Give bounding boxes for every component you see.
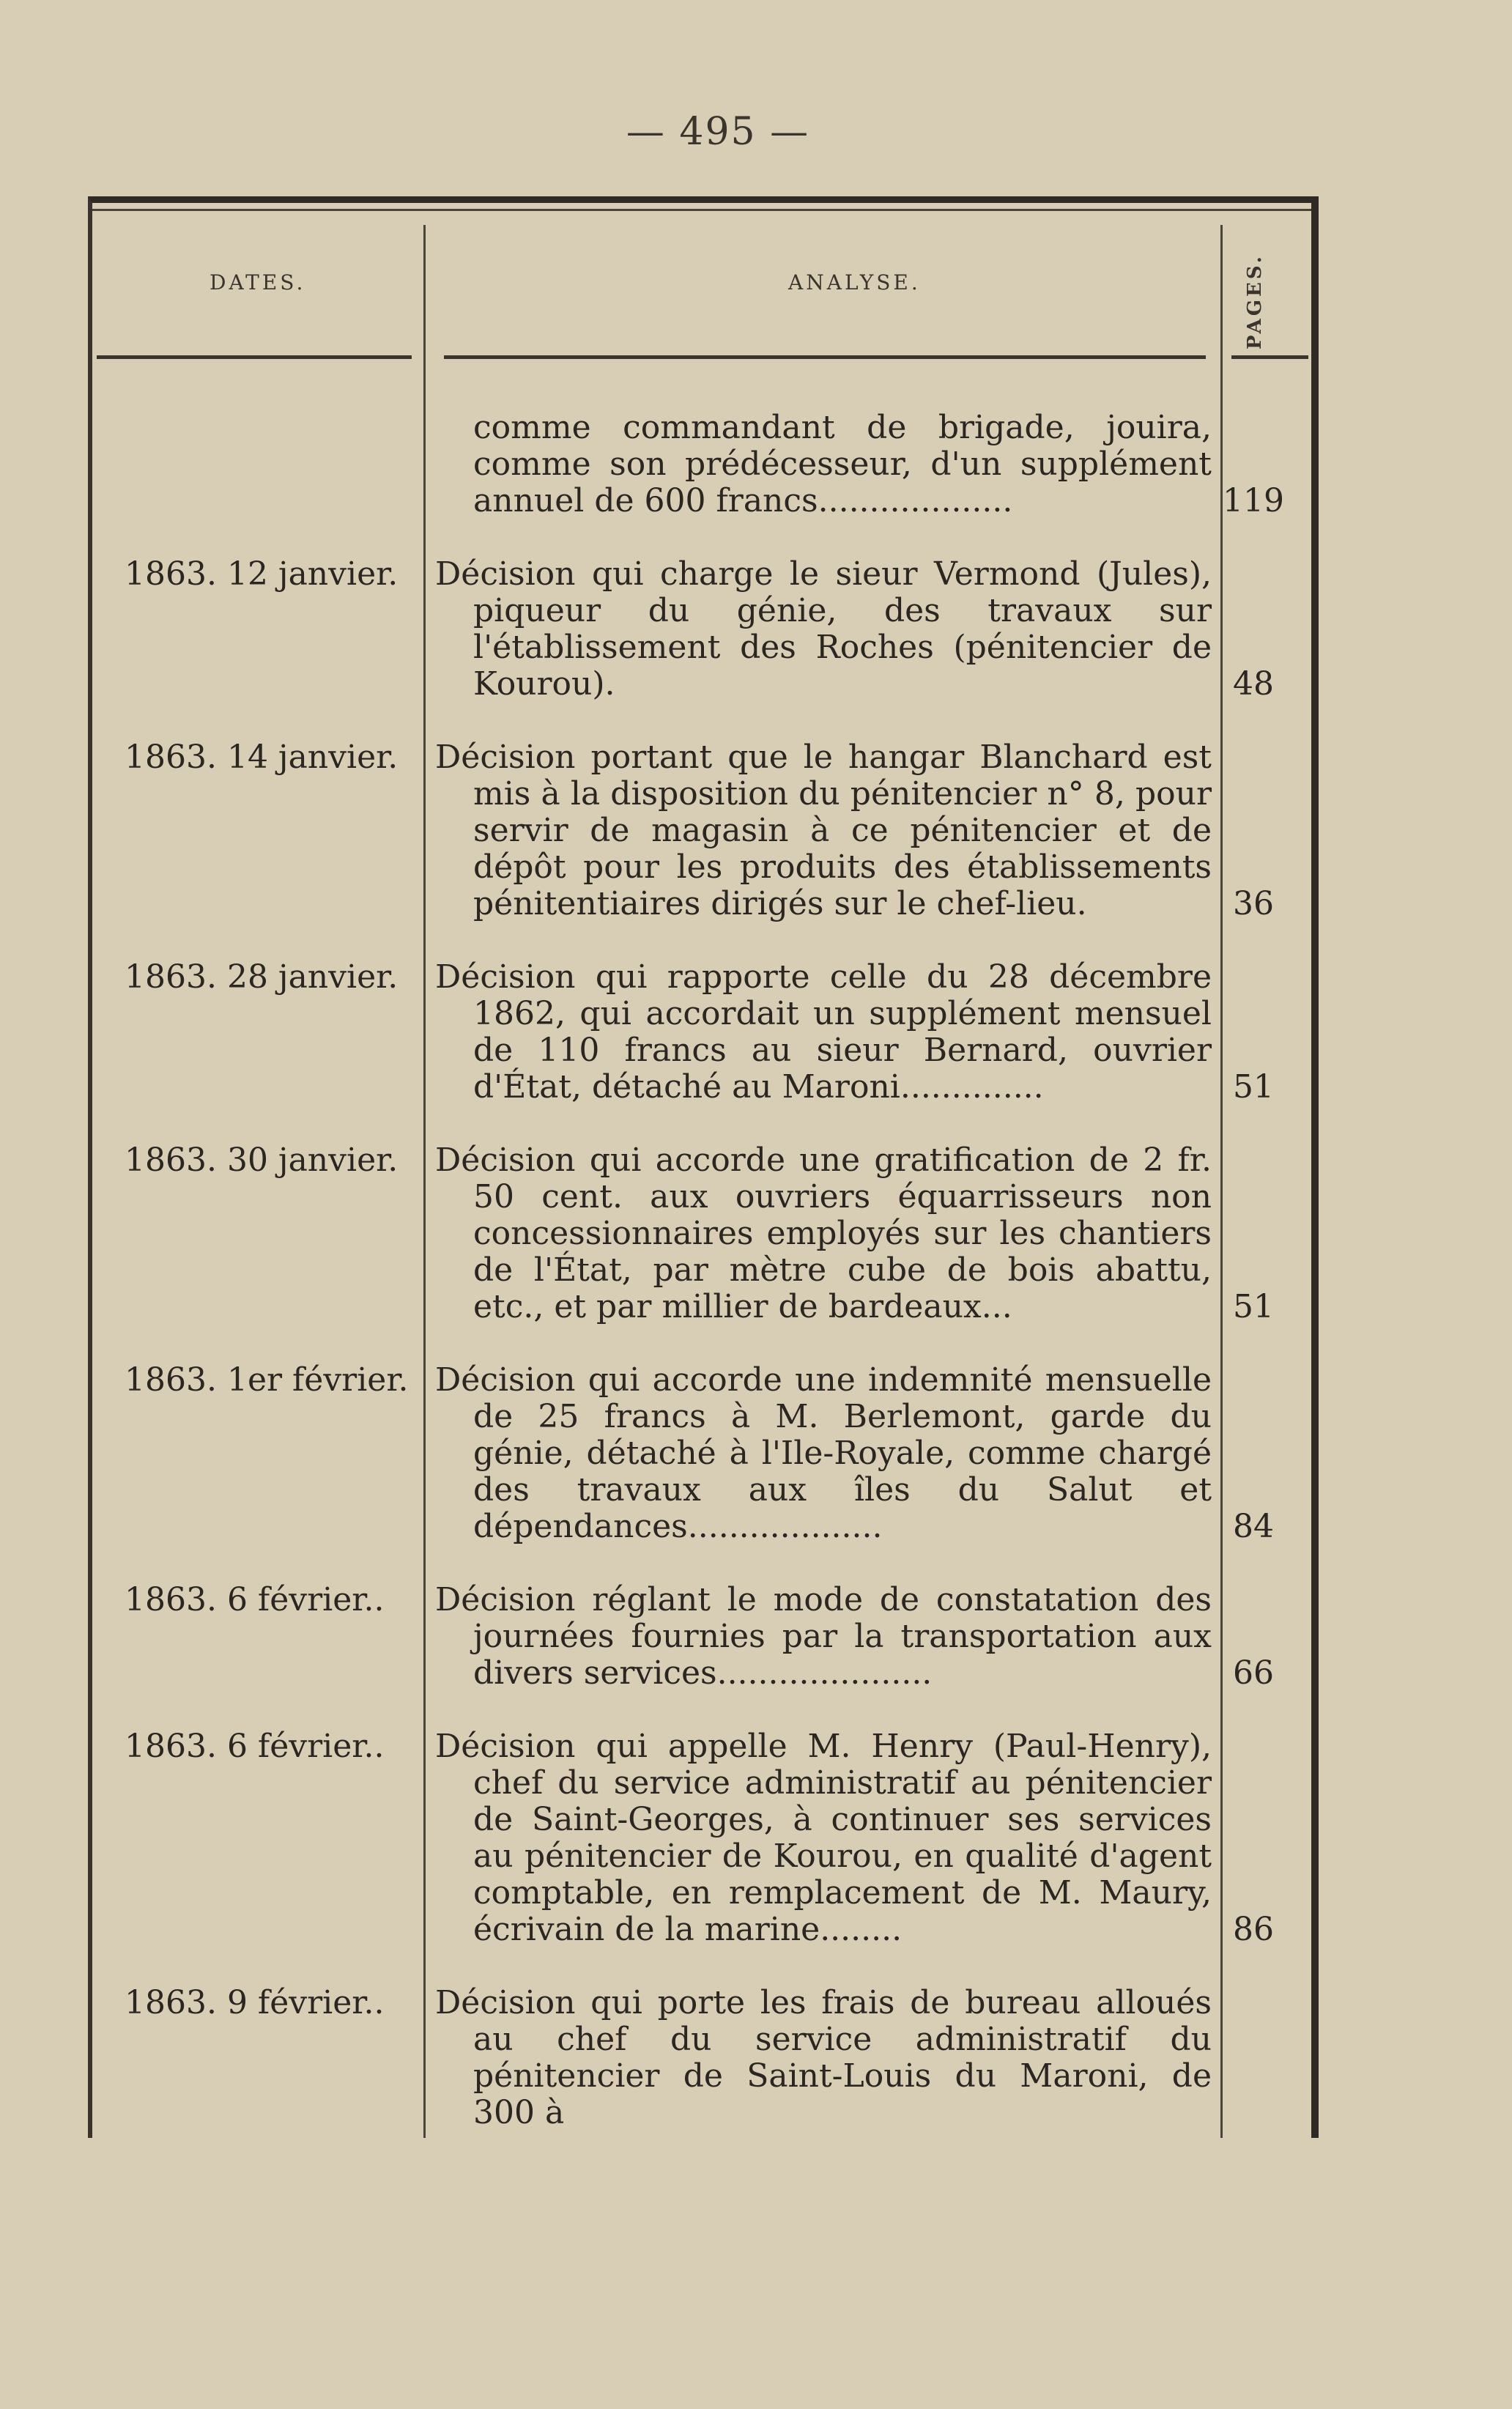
entry-date: 1863. 28 janvier. [125,958,399,996]
table-row [92,1728,1308,1948]
entry-page: 84 [1233,1508,1274,1545]
header-dates: DATES. [210,270,306,295]
entry-analysis: comme commandant de brigade, jouira, comme son prédécesseur, d'un supplément annuel de 600 francs................... [473,409,1212,519]
entry-analysis: Décision qui porte les frais de bureau alloués au chef du service administratif du pénitencier de Saint-Louis du Maroni, de 300 à [435,1984,1212,2131]
entry-date: 1863. 14 janvier. [125,739,399,776]
entry-analysis: Décision qui charge le sieur Vermond (Jules), piqueur du génie, des travaux sur l'établissement des Roches (pénitencier de Kourou). [435,555,1212,703]
top-double-rule [92,209,1311,211]
entry-page: 51 [1233,1068,1274,1106]
entry-date: 1863. 12 janvier. [125,555,399,593]
page-number: — 495 — [626,110,810,154]
entry-analysis: Décision qui rapporte celle du 28 décembre 1862, qui accordait un supplément mensuel de 110 francs au sieur Bernard, ouvrier d'État, détaché au Maroni.............. [435,958,1212,1106]
table-row [92,1582,1308,1692]
entry-analysis: Décision réglant le mode de constatation des journées fournies par la transportation aux divers services..................... [435,1581,1212,1692]
entry-analysis: Décision portant que le hangar Blanchard est mis à la disposition du pénitencier n° 8, pour servir de magasin à ce pénitencier et de dépôt pour les produits des établissements pénitentiaires dirigés sur le chef-lieu. [435,739,1212,922]
entry-date: 1863. 30 janvier. [125,1141,399,1179]
entries-list [92,410,1308,2168]
table-row [92,410,1308,519]
header-rule-dates [97,355,412,359]
table-row [92,1362,1308,1545]
entry-analysis: Décision qui accorde une indemnité mensuelle de 25 francs à M. Berlemont, garde du génie, détaché à l'Ile-Royale, comme chargé des travaux aux îles du Salut et dépendances................... [435,1361,1212,1545]
entry-page: 36 [1233,885,1274,922]
entry-date: 1863. 6 février.. [125,1581,385,1618]
table-row [92,1142,1308,1325]
header-analyse: ANALYSE. [788,270,921,295]
header-rule-analyse [444,355,1206,359]
entry-page: 66 [1233,1654,1274,1692]
table-row [92,1985,1308,2131]
entry-page: 86 [1233,1911,1274,1948]
table-row [92,739,1308,922]
entry-page: 51 [1233,1288,1274,1325]
entry-date: 1863. 6 février.. [125,1728,385,1765]
table-row [92,959,1308,1106]
entry-date: 1863. 9 février.. [125,1984,385,2021]
entry-analysis: Décision qui appelle M. Henry (Paul-Henry), chef du service administratif au pénitencier de Saint-Georges, à continuer ses services au pénitencier de Kourou, en qualité d'agent comptable, en remplacement de M. Maury, écrivain de la marine........ [435,1728,1212,1948]
register-table [88,196,1319,2138]
entry-page: 48 [1233,665,1274,703]
entry-analysis: Décision qui accorde une gratification de 2 fr. 50 cent. aux ouvriers équarrisseurs non concessionnaires employés sur les chantiers de l'État, par mètre cube de bois abattu, etc., et par millier de bardeaux... [435,1141,1212,1325]
header-rule-pages [1231,355,1308,359]
header-pages: PAGES. [1244,254,1266,350]
entry-page: 119 [1223,482,1284,519]
table-row [92,556,1308,703]
entry-date: 1863. 1er février. [125,1361,409,1399]
